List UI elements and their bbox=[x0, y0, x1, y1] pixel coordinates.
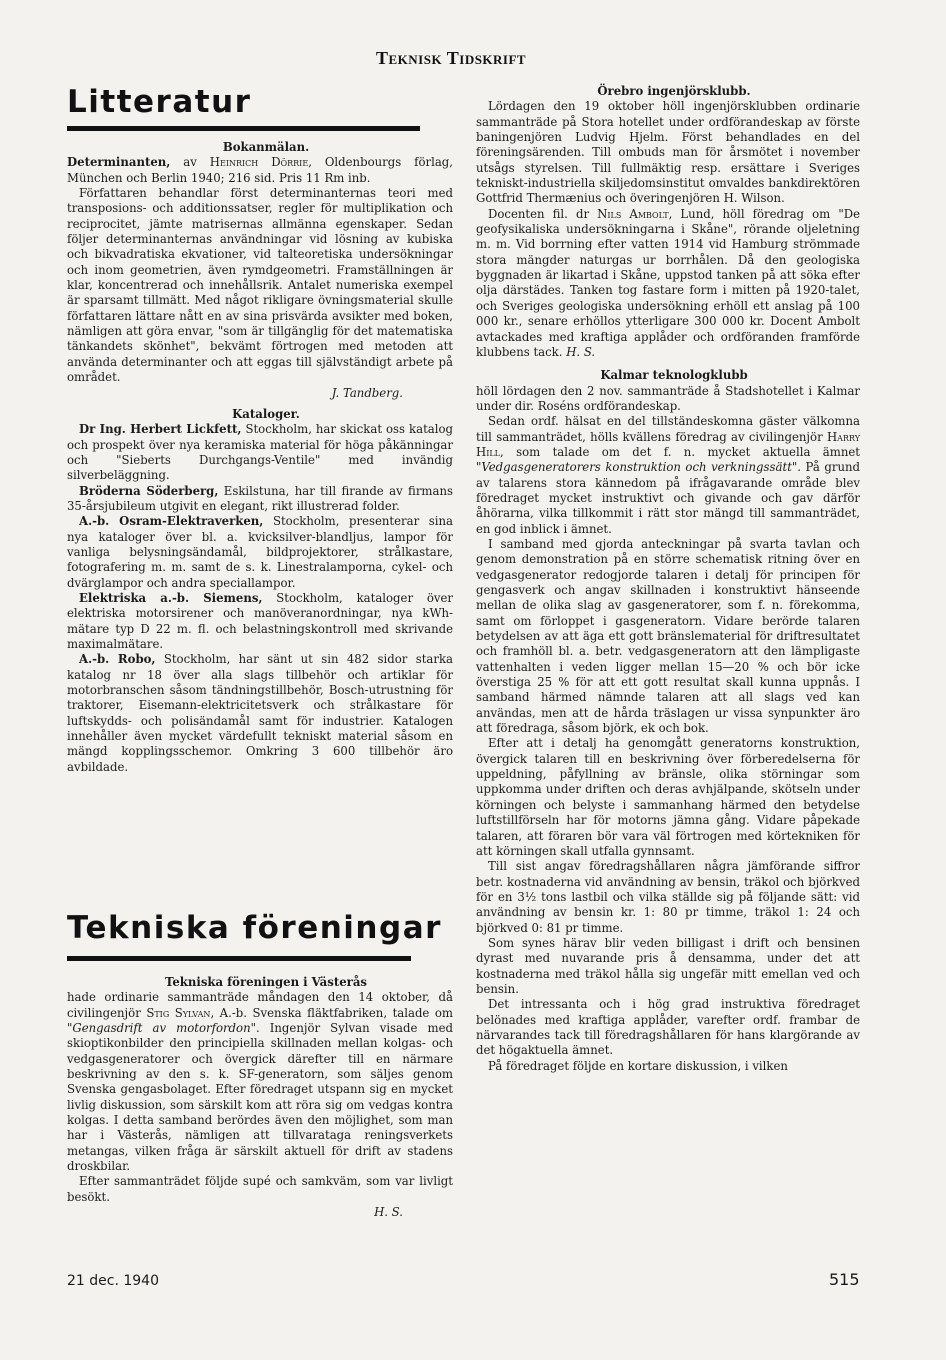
katalog-text: Stockholm, kataloger över elektriska motorsirener och manöveranordningar, nya kWh-mätare typ D 22 m. fl. och belastningskontroll med skrivande maximalmätare. bbox=[67, 590, 453, 651]
book-publication: , Oldenbourgs förlag, München och Berlin 1940; 216 sid. Pris 11 Rm inb. bbox=[67, 155, 453, 185]
determinanten-entry bbox=[67, 155, 453, 186]
book-title: Determinanten, bbox=[67, 155, 171, 170]
issue-date: 21 dec. 1940 bbox=[67, 1273, 159, 1289]
vasteras-block bbox=[67, 975, 453, 1221]
litteratur-rule bbox=[67, 126, 420, 131]
katalog-company: Dr Ing. Herbert Lickfett, bbox=[79, 422, 242, 437]
vasteras-speaker: Stig Sylvan bbox=[146, 1005, 211, 1020]
katalog-company: A.-b. Osram-Elektraverken, bbox=[79, 514, 264, 529]
book-text: av bbox=[170, 155, 210, 170]
kalmar-text: , som talade om det f. n. mycket aktuella ämnet bbox=[499, 444, 860, 459]
orebro-signature: H. S. bbox=[566, 344, 596, 359]
bokanmalan-heading: Bokanmälan. bbox=[222, 140, 310, 154]
orebro-text: Docenten fil. dr bbox=[488, 206, 598, 221]
kalmar-paragraph-4: Efter att i detalj ha genomgått generatorns konstruktion, övergick talaren till en beskrivning över förberedelserna för uppeldning, påfyllning av bränsle, olika störningar som uppkomma under driften och deras avhjälpande, skötseln under körningen och belyste i sammanhang härmed den betydelse luftstillförseln har för motorns jämna gång. Vidare påpekade talaren, att föraren bör vara väl förtrogen med körtekniken för att körningen skall utfalla gynnsamt. bbox=[476, 736, 860, 858]
vasteras-text: . Ingenjör Sylvan visade med skioptikonbilder den principiella skillnaden mellan kolgas- och vedgasgeneratorer och övergick därefter till en närmare beskrivning av den s. k. SF-generatorn, som säljes genom Svenska gengasbolaget. Efter föredraget utspann sig en mycket livlig diskussion, som särskilt kom att röra sig om vedgas kontra kolgas. I detta samband berördes även den möjlighet, som man har i Västerås, nämligen att tillvarataga reningsverkets metangas, vilken fråga är särskilt aktuell för drift av stadens droskbilar. bbox=[67, 1021, 453, 1174]
orebro-speaker: Nils Ambolt bbox=[597, 206, 669, 221]
katalog-text: Stockholm, har sänt ut sin 482 sidor starka katalog nr 18 över alla slags tillbehör och artiklar för motorbranschen såsom tändningstillbehör, Bosch-utrustning för traktorer, Eisemann-elektricitetsverk och strålkastare för luftskydds- och polisändamål samt för industrier. Katalogen innehåller även mycket värdefullt tekniskt material såsom en mängd kopplingsschemor. Omkring 3 600 tillbehör äro avbildade. bbox=[67, 652, 453, 774]
kalmar-paragraph-7: Det intressanta och i hög grad instruktiva föredraget belönades med kraftiga applåder, varefter ordf. frambar de närvarandes tack till föredragshållaren för hans klargörande av det högaktuella ämnet. bbox=[476, 997, 860, 1058]
kalmar-paragraph-2 bbox=[476, 414, 860, 537]
kalmar-paragraph-5: Till sist angav föredragshållaren några jämförande siffror betr. kostnaderna vid användning av bensin, träkol och björkved för en 3½ tons lastbil och vilka ställde sig på följande sätt: vid användning av bensin kr. 1: 80 pr timme, träkol 1: 24 och björkved 0: 81 pr timme. bbox=[476, 859, 860, 935]
katalog-entry bbox=[67, 652, 453, 775]
right-column bbox=[476, 84, 860, 1074]
orebro-paragraph-2 bbox=[476, 207, 860, 360]
katalog-entry bbox=[67, 484, 453, 515]
katalog-company: Bröderna Söderberg, bbox=[79, 483, 219, 498]
katalog-text: Stockholm, presenterar sina nya kataloger över bl. a. kvicksilver-blandljus, lampor för vanliga belysningsändamål, bildprojektorer, strålkastare, fotografering m. m. samt de s. k. Linestralamporna, cykel- och dvärglampor och andra speciallampor. bbox=[67, 514, 453, 590]
katalog-company: A.-b. Robo, bbox=[79, 652, 156, 667]
kataloger-heading: Kataloger. bbox=[232, 406, 300, 421]
vasteras-heading: Tekniska föreningen i Västerås bbox=[165, 975, 367, 989]
left-column bbox=[67, 140, 453, 775]
kalmar-paragraph-6: Som synes härav blir veden billigast i drift och bensinen dyrast med nuvarande pris å densamma, under det att kostnaderna med träkol hålla sig ungefär mitt emellan ved och bensin. bbox=[476, 935, 860, 996]
vasteras-talk-title: "Gengasdrift av motorfordon" bbox=[67, 1021, 256, 1036]
katalog-company: Elektriska a.-b. Siemens, bbox=[79, 590, 263, 605]
kataloger-list bbox=[67, 422, 453, 775]
orebro-text: , Lund, höll föredrag om "De geofysikaliska undersökningarna i Skåne", rörande oljeletning m. m. Vid borrning efter vatten 1914 vid Hamburg strömmade stora mängder naturgas ur borrhålen. Då den geologiska byggnaden är likartad i Skåne, uppstod tanken på att söka efter olja därstädes. Tanken tog fastare form i mitten på 1920-talet, och Sveriges geologiska undersökning erhöll ett anslag på 100 000 kr., senare erhöllos ytterligare 300 000 kr. Docent Ambolt avtackades med kraftiga applåder och ordföranden framförde klubbens tack. bbox=[476, 206, 860, 359]
foreningar-rule bbox=[67, 956, 411, 961]
katalog-text: Stockholm, har skickat oss katalog och prospekt över nya keramiska material för höga påkänningar och "Sieberts Durchgangs-Ventile" med invändig silverbeläggning. bbox=[67, 422, 453, 483]
kalmar-paragraph-3: I samband med gjorda anteckningar på svarta tavlan och genom demonstration på en större schematisk ritning över en vedgasgenerator redogjorde talaren i detalj för principen för gengasverk och angav skillnaden i konstruktivt hänseende mellan de olika slag av gasgeneratorer, som f. n. förekomma, samt om förloppet i gasgeneratorn. Vidare berörde talaren betydelsen av att äga ett gott bränslematerial för driftresultatet och framhöll bl. a. betr. vedgasgeneratorn att den lämpligaste vattenhalten i veden ligger mellan 15—20 % och bör icke överstiga 25 % för att ett gott resultat skall kunna uppnås. I samband härmed nämnde talaren att all slags ved kan användas, men att de hårda träslagen ur vissa synpunkter äro att föredraga, såsom björk, ek och bok. bbox=[476, 536, 860, 736]
katalog-entry bbox=[67, 591, 453, 652]
page-number: 515 bbox=[829, 1270, 860, 1289]
review-signature: J. Tandberg. bbox=[331, 385, 403, 400]
book-author: Heinrich Dörrie bbox=[209, 155, 309, 170]
kalmar-speaker: Harry Hill bbox=[476, 429, 860, 459]
litteratur-heading: Litteratur bbox=[67, 84, 252, 120]
kalmar-paragraph-8: På föredraget följde en kortare diskussion, i vilken bbox=[488, 1058, 788, 1073]
vasteras-text: hade ordinarie sammanträde måndagen den 14 oktober, då civilingenjör bbox=[67, 990, 453, 1020]
vasteras-paragraph-2: Efter sammanträdet följde supé och samkväm, som var livligt besökt. bbox=[67, 1174, 453, 1204]
kalmar-text: Sedan ordf. hälsat en del tillständeskomna gäster välkomna till sammanträdet, hölls kvällens föredrag av civilingenjör bbox=[476, 414, 860, 444]
vasteras-text: , A.-b. Svenska fläktfabriken, talade om bbox=[210, 1005, 453, 1020]
masthead: Teknisk Tidskrift bbox=[376, 48, 527, 68]
kalmar-text: . På grund av talarens stora kännedom på ifrågavarande område blev föredraget mycket instruktivt och givande och gav därför åhörarna, vilka tillkommit i rätt stor mängd till sammanträdet, en god inblick i ämnet. bbox=[476, 460, 860, 536]
review-body: Författaren behandlar först determinanternas teori med transposions- och additionssatser, regler för multiplikation och reciprocitet, jämte matrisernas allmänna egenskaper. Sedan följer determinanternas användningar vid lösning av kubiska och bikvadratiska ekvationer, vid talteoretiska undersökningar och inom geometrien, även rymdgeometri. Framställningen är klar, koncentrerad och innehållsrik. Antalet numeriska exempel är sparsamt tillmätt. Med något rikligare övningsmaterial skulle författaren lättare nått en av sina prisvärda avsikter med boken, nämligen att göra envar, "som är tillgänglig för det matematiska tänkandets skönhet", bekvämt förtrogen med metoden att använda determinanter och att eggas till självständigt arbete på området. bbox=[67, 186, 453, 385]
foreningar-heading: Tekniska föreningar bbox=[67, 910, 442, 946]
kalmar-talk-title: "Vedgasgeneratorers konstruktion och verkningssätt" bbox=[476, 460, 798, 475]
katalog-entry bbox=[67, 422, 453, 483]
vasteras-paragraph-1 bbox=[67, 990, 453, 1174]
kalmar-heading: Kalmar teknologklubb bbox=[600, 368, 748, 383]
orebro-heading: Örebro ingenjörsklubb. bbox=[597, 84, 751, 98]
katalog-entry bbox=[67, 514, 453, 591]
vasteras-signature: H. S. bbox=[374, 1205, 403, 1220]
katalog-text: Eskilstuna, har till firande av firmans 35-årsjubileum utgivit en elegant, rikt illustrerad folder. bbox=[67, 483, 454, 513]
kalmar-paragraph-1: höll lördagen den 2 nov. sammanträde å Stadshotellet i Kalmar under dir. Roséns ordförandeskap. bbox=[476, 383, 860, 413]
orebro-paragraph-1: Lördagen den 19 oktober höll ingenjörsklubben ordinarie sammanträde på Stora hotellet under ordförandeskap av förste baningenjören Ludvig Hjelm. Först behandlades en del föreningsärenden. Till ombuds man för årsmötet i november utsågs styrelsen. Till fullmäktig resp. ersättare i Sveriges tekniskt-industriella skiljedomsinstitut omvaldes bankdirektören Gottfrid Thermænius och överingenjören H. Wilson. bbox=[476, 99, 860, 206]
